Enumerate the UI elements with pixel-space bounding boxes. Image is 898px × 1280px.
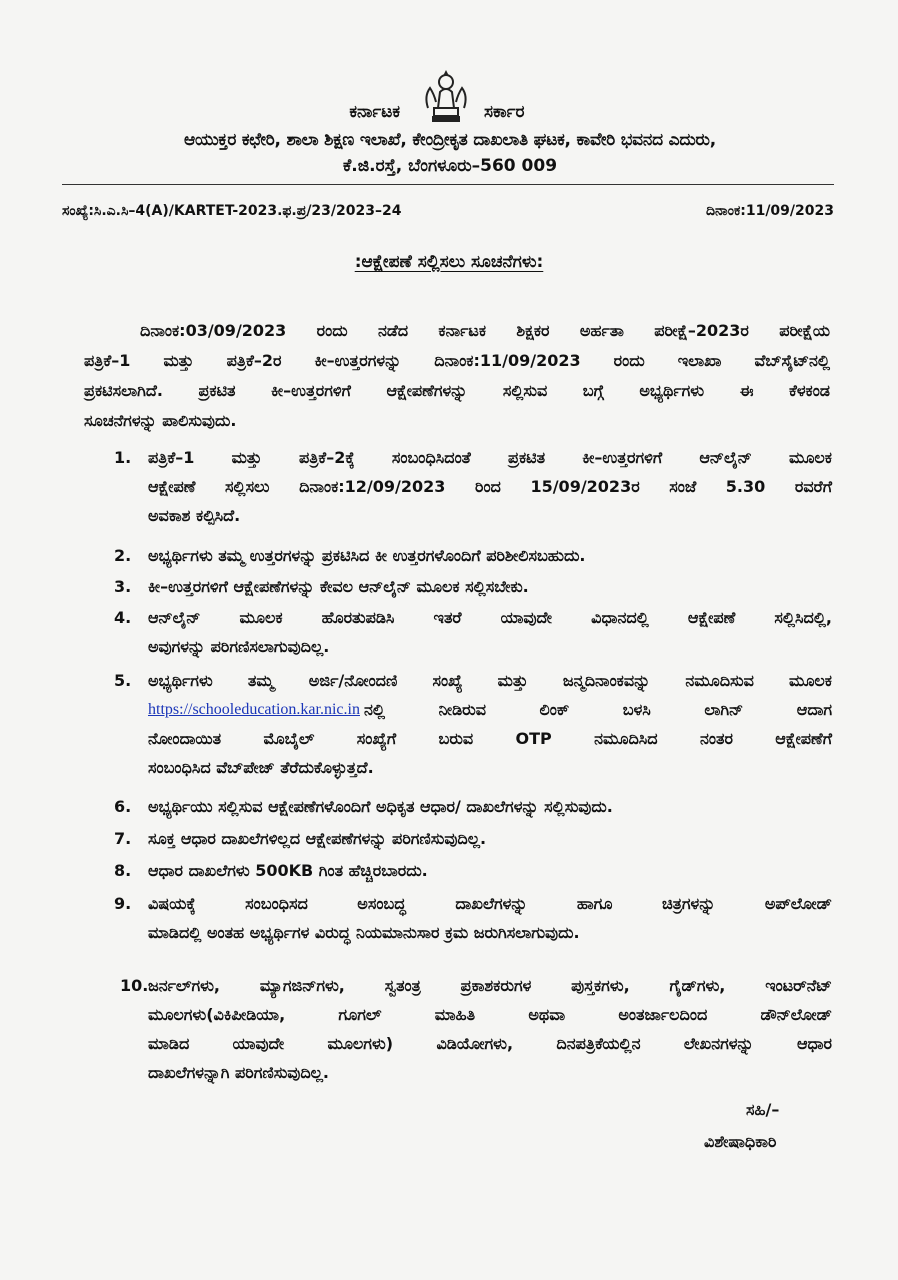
instruction-text: ಸೂಕ್ತ ಆಧಾರ ದಾಖಲೆಗಳಿಲ್ಲದ ಆಕ್ಷೇಪಣೆಗಳನ್ನು ಪರಿಗಣಿಸುವುದಿಲ್ಲ.: [148, 829, 487, 848]
instruction-text: ವಿಷಯಕ್ಕೆ ಸಂಬಂಧಿಸದ ಅಸಂಬದ್ಧ ದಾಖಲೆಗಳನ್ನು ಹಾಗೂ ಚಿತ್ರಗಳನ್ನು ಅಪ್‌ಲೋಡ್ ಮಾಡಿದಲ್ಲಿ ಅಂತಹ ಅಭ್ಯರ್ಥಿಗಳ ವಿರುದ್ಧ ನಿಯಮಾನುಸಾರ ಕ್ರಮ ಜರುಗಿಸಲಾಗುವುದು.: [148, 894, 832, 942]
instruction-number: 5.: [114, 671, 132, 690]
state-name: ಕರ್ನಾಟಕ: [349, 102, 400, 122]
instruction-text: ಅಭ್ಯರ್ಥಿಗಳು ತಮ್ಮ ಉತ್ತರಗಳನ್ನು ಪ್ರಕಟಿಸಿದ ಕೀ ಉತ್ತರಗಳೊಂದಿಗೆ ಪರಿಶೀಲಿಸಬಹುದು.: [148, 546, 586, 565]
instruction-number: 9.: [114, 894, 132, 913]
instruction-number: 4.: [114, 608, 132, 627]
instruction-number: 3.: [114, 577, 132, 596]
instruction-link-line: https://schooleducation.kar.nic.in ನಲ್ಲಿ ನೀಡಿರುವ ಲಿಂಕ್ ಬಳಸಿ ಲಾಗಿನ್ ಆದಾಗ: [148, 695, 832, 724]
intro-line: ಪ್ರಕಟಿಸಲಾಗಿದೆ. ಪ್ರಕಟಿತ ಕೀ–ಉತ್ತರಗಳಿಗೆ ಆಕ್ಷೇಪಣೆಗಳನ್ನು ಸಲ್ಲಿಸುವ ಬಗ್ಗೆ ಅಭ್ಯರ್ಥಿಗಳು ಈ ಕೆಳಕಂಡ: [84, 381, 830, 400]
office-address: ಕೆ.ಜಿ.ರಸ್ತೆ, ಬೆಂಗಳೂರು–560 009: [342, 156, 558, 176]
signature-mark: ಸಹಿ/–: [746, 1100, 780, 1119]
school-education-link[interactable]: https://schooleducation.kar.nic.in: [148, 701, 360, 718]
signatory-designation: ವಿಶೇಷಾಧಿಕಾರಿ: [704, 1132, 777, 1151]
instruction-number: 6.: [114, 797, 132, 816]
instruction-text: ಕೀ–ಉತ್ತರಗಳಿಗೆ ಆಕ್ಷೇಪಣೆಗಳನ್ನು ಕೇವಲ ಆನ್‌ಲೈನ್ ಮೂಲಕ ಸಲ್ಲಿಸಬೇಕು.: [148, 577, 529, 596]
reference-date: ದಿನಾಂಕ:11/09/2023: [705, 203, 834, 219]
government-label: ಸರ್ಕಾರ: [484, 102, 525, 122]
reference-number: ಸಂಖ್ಯೆ:ಸಿ.ಎ.ಸಿ–4(A)/KARTET-2023.ಫ.ಪ್ರ/23/2023–24: [62, 203, 402, 219]
instruction-text: ಪತ್ರಿಕೆ–1 ಮತ್ತು ಪತ್ರಿಕೆ–2ಕ್ಕೆ ಸಂಬಂಧಿಸಿದಂತೆ ಪ್ರಕಟಿತ ಕೀ–ಉತ್ತರಗಳಿಗೆ ಆನ್‌ಲೈನ್ ಮೂಲಕ ಆಕ್ಷೇಪಣೆ ಸಲ್ಲಿಸಲು ದಿನಾಂಕ:12/09/2023 ರಿಂದ 15/09/2023ರ ಸಂಜೆ 5.30 ರವರೆಗೆ ಅವಕಾಶ ಕಲ್ಪಿಸಿದೆ.: [148, 448, 832, 525]
instruction-text: ಜರ್ನಲ್‌ಗಳು, ಮ್ಯಾಗಜಿನ್‌ಗಳು, ಸ್ವತಂತ್ರ ಪ್ರಕಾಶಕರುಗಳ ಪುಸ್ತಕಗಳು, ಗೈಡ್‌ಗಳು, ಇಂಟರ್‌ನೆಟ್ ಮೂಲಗಳು(ವಿಕಿಪೀಡಿಯಾ, ಗೂಗಲ್ ಮಾಹಿತಿ ಅಥವಾ ಅಂತರ್ಜಾಲದಿಂದ ಡೌನ್‌ಲೋಡ್ ಮಾಡಿದ ಯಾವುದೇ ಮೂಲಗಳು) ವಿಡಿಯೋಗಳು, ದಿನಪತ್ರಿಕೆಯಲ್ಲಿನ ಲೇಖನಗಳನ್ನು ಆಧಾರ ದಾಖಲೆಗಳನ್ನಾಗಿ ಪರಿಗಣಿಸುವುದಿಲ್ಲ.: [148, 976, 832, 1082]
instruction-number: 10.: [120, 976, 149, 995]
office-name: ಆಯುಕ್ತರ ಕಛೇರಿ, ಶಾಲಾ ಶಿಕ್ಷಣ ಇಲಾಖೆ, ಕೇಂದ್ರೀಕೃತ ದಾಖಲಾತಿ ಘಟಕ, ಕಾವೇರಿ ಭವನದ ಎದುರು,: [184, 130, 716, 150]
instruction-number: 8.: [114, 861, 132, 880]
instruction-number: 2.: [114, 546, 132, 565]
intro-line: ಸೂಚನೆಗಳನ್ನು ಪಾಲಿಸುವುದು.: [84, 411, 237, 430]
instruction-number: 7.: [114, 829, 132, 848]
instruction-text: ಆನ್‌ಲೈನ್ ಮೂಲಕ ಹೊರತುಪಡಿಸಿ ಇತರೆ ಯಾವುದೇ ವಿಧಾನದಲ್ಲಿ ಆಕ್ಷೇಪಣೆ ಸಲ್ಲಿಸಿದಲ್ಲಿ, ಅವುಗಳನ್ನು ಪರಿಗಣಿಸಲಾಗುವುದಿಲ್ಲ.: [148, 608, 832, 656]
intro-line: ಪತ್ರಿಕೆ–1 ಮತ್ತು ಪತ್ರಿಕೆ–2ರ ಕೀ–ಉತ್ತರಗಳನ್ನು ದಿನಾಂಕ:11/09/2023 ರಂದು ಇಲಾಖಾ ವೆಬ್‌ಸೈಟ್‌ನಲ್ಲಿ: [84, 351, 830, 370]
header-divider: [62, 184, 834, 185]
intro-paragraph: [84, 316, 830, 436]
instruction-text: ಆಧಾರ ದಾಖಲೆಗಳು 500KB ಗಿಂತ ಹೆಚ್ಚಿರಬಾರದು.: [148, 861, 428, 880]
instruction-number: 1.: [114, 448, 132, 467]
notice-heading: :ಆಕ್ಷೇಪಣೆ ಸಲ್ಲಿಸಲು ಸೂಚನೆಗಳು:: [354, 252, 544, 272]
instruction-text: ಅಭ್ಯರ್ಥಿಗಳು ತಮ್ಮ ಅರ್ಜಿ/ನೋಂದಣಿ ಸಂಖ್ಯೆ ಮತ್ತು ಜನ್ಮದಿನಾಂಕವನ್ನು ನಮೂದಿಸುವ ಮೂಲಕ https://schooleducation.kar.nic.in ನಲ್ಲಿ ನೀಡಿರುವ ಲಿಂಕ್ ಬಳಸಿ ಲಾಗಿನ್ ಆದಾಗ ನೋಂದಾಯಿತ ಮೊಬೈಲ್ ಸಂಖ್ಯೆಗೆ ಬರುವ OTP ನಮೂದಿಸಿದ ನಂತರ ಆಕ್ಷೇಪಣೆಗೆ ಸಂಬಂಧಿಸಿದ ವೆಬ್‌ಪೇಜ್ ತೆರೆದುಕೊಳ್ಳುತ್ತದೆ.: [148, 671, 832, 777]
instruction-text: ಅಭ್ಯರ್ಥಿಯು ಸಲ್ಲಿಸುವ ಆಕ್ಷೇಪಣೆಗಳೊಂದಿಗೆ ಅಧಿಕೃತ ಆಧಾರ/ ದಾಖಲೆಗಳನ್ನು ಸಲ್ಲಿಸುವುದು.: [148, 797, 613, 816]
government-title: [0, 102, 898, 124]
intro-line: ದಿನಾಂಕ:03/09/2023 ರಂದು ನಡೆದ ಕರ್ನಾಟಕ ಶಿಕ್ಷಕರ ಅರ್ಹತಾ ಪರೀಕ್ಷೆ–2023ರ ಪರೀಕ್ಷೆಯ: [140, 321, 830, 340]
